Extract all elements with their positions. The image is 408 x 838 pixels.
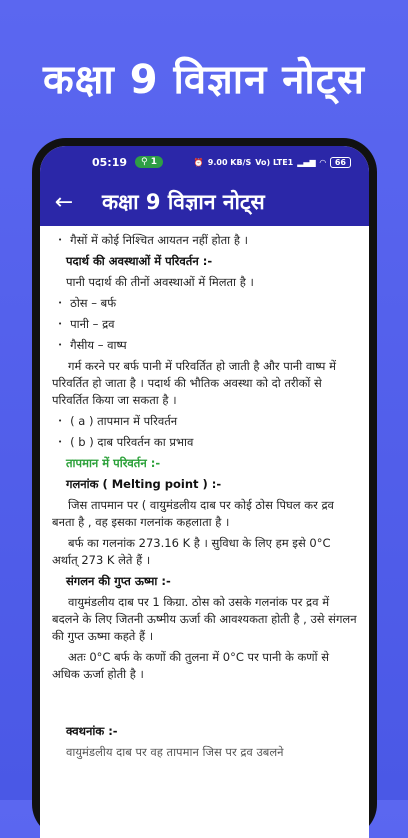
wifi-icon: ◠ xyxy=(319,157,326,167)
signal-icon: ▂▄▆ xyxy=(297,157,316,167)
status-bar xyxy=(40,146,369,178)
status-right xyxy=(194,157,351,168)
section-heading: संगलन की गुप्त ऊष्मा :- xyxy=(66,574,171,589)
notes-content xyxy=(40,226,369,761)
section-heading: क्वथनांक :- xyxy=(66,724,118,739)
list-item: • गैसीय – वाष्प xyxy=(52,337,357,354)
spacer xyxy=(52,687,357,723)
paragraph: जिस तापमान पर ( वायुमंडलीय दाब पर कोई ठोस पिघल कर द्रव बनता है , वह इसका गलनांक कहलाता है । xyxy=(52,498,334,530)
network-label: Vo) LTE1 xyxy=(255,157,294,167)
paragraph: गर्म करने पर बर्फ पानी में परिवर्तित हो जाती है और पानी वाष्प में परिवर्तित हो जाता है । पदार्थ की भौतिक अवस्था को दो तरीकों से परिवर्तित किया जा सकता है । xyxy=(52,359,336,408)
status-time: 05:19 xyxy=(92,155,128,169)
paragraph: बर्फ का गलनांक 273.16 K है । सुविधा के लिए हम इसे 0°C अर्थात् 273 K लेते हैं । xyxy=(52,536,331,568)
list-item: • पानी – द्रव xyxy=(52,316,357,333)
battery-indicator: 66 xyxy=(330,157,351,168)
list-item: • गैसों में कोई निश्चित आयतन नहीं होता है । xyxy=(52,232,357,249)
network-speed: 9.00 KB/S xyxy=(207,157,252,167)
app-bar-title: कक्षा 9 विज्ञान नोट्स xyxy=(102,190,265,214)
promo-title: कक्षा 9 विज्ञान नोट्स xyxy=(43,57,365,103)
section-heading: पदार्थ की अवस्थाओं में परिवर्तन :- xyxy=(66,254,213,269)
paragraph: पानी पदार्थ की तीनों अवस्थाओं में मिलता है । xyxy=(66,275,254,290)
paragraph: वायुमंडलीय दाब पर वह तापमान जिस पर द्रव उबलने xyxy=(66,745,284,760)
paragraph: वायुमंडलीय दाब पर 1 किग्रा. ठोस को उसके गलनांक पर द्रव में बदलने के लिए जितनी ऊष्मीय ऊर्जा की आवश्यकता होती है , उसे संगलन की गुप्त ऊष्मा कहते हैं । xyxy=(52,595,357,644)
phone-screen xyxy=(40,146,369,838)
list-item: • ( b ) दाब परिवर्तन का प्रभाव xyxy=(52,434,357,451)
hotspot-indicator: ⚲ 1 xyxy=(135,156,163,168)
list-item: • ठोस – बर्फ xyxy=(52,295,357,312)
alarm-icon: ⏰ xyxy=(193,157,204,167)
app-bar xyxy=(40,178,369,226)
hotspot-count: 1 xyxy=(150,157,158,167)
section-subheading: तापमान में परिवर्तन :- xyxy=(66,456,161,471)
list-item: • ( a ) तापमान में परिवर्तन xyxy=(52,413,357,430)
paragraph: अतः 0°C बर्फ के कणों की तुलना में 0°C पर पानी के कणों से अधिक ऊर्जा होती है । xyxy=(52,650,330,682)
section-heading: गलनांक ( Melting point ) :- xyxy=(66,477,222,492)
back-arrow-icon[interactable]: ← xyxy=(54,189,74,215)
phone-frame xyxy=(32,138,377,838)
